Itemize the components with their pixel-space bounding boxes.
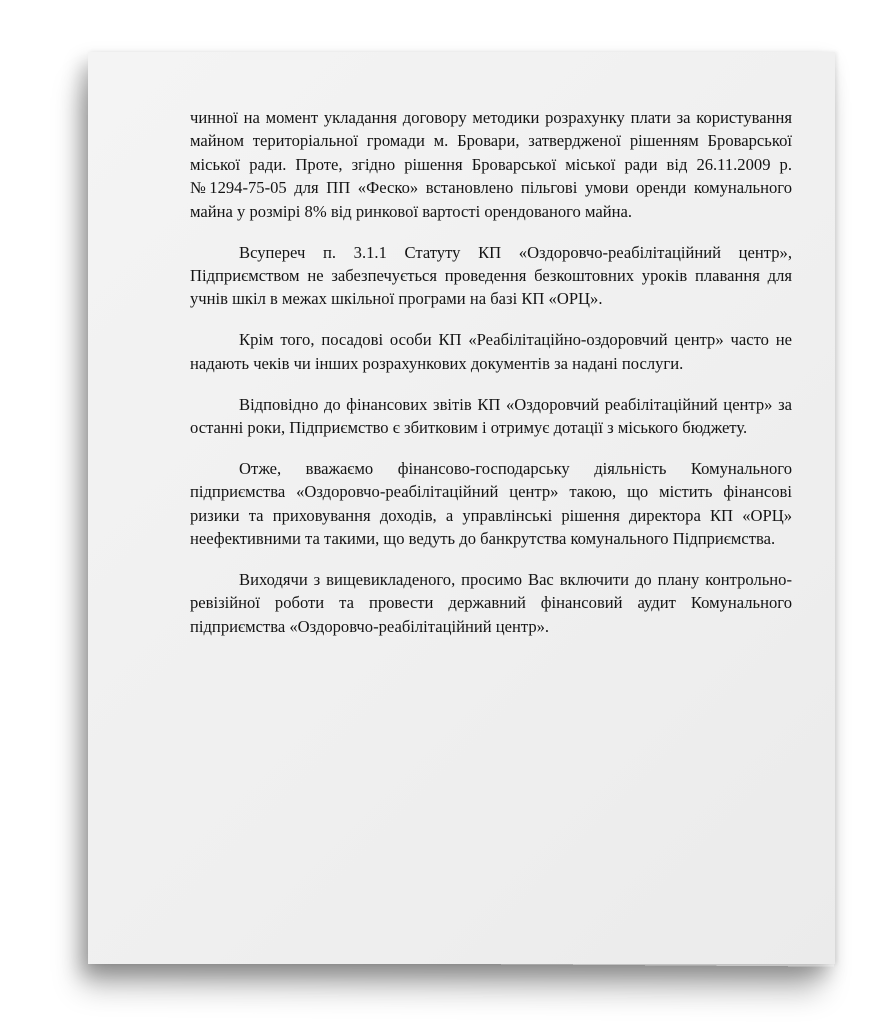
paragraph-3: Крім того, посадові особи КП «Реабілітаційно-оздоровчий центр» часто не надають чеків чи інших розрахункових документів за надані послуги. <box>190 330 792 373</box>
paragraph-1: чинної на момент укладання договору методики розрахунку плати за користування майном територіальної громади м. Бровари, затвердженої рішенням Броварської міської ради. Проте, згідно рішення Броварської міської ради від 26.11.2009 р. №1294-75-05 для ПП «Феско» встановлено пільгові умови оренди комунального майна у розмірі 8% від ринкової вартості орендованого майна. <box>190 108 792 221</box>
document-body <box>190 106 792 656</box>
paragraph-5: Отже, вважаємо фінансово-господарську діяльність Комунального підприємства «Оздоровчо-реабілітаційний центр» такою, що містить фінансові ризики та приховування доходів, а управлінські рішення директора КП «ОРЦ» неефективними та такими, що ведуть до банкрутства комунального Підприємства. <box>190 458 792 549</box>
paragraph-2: Всупереч п. 3.1.1 Статуту КП «Оздоровчо-реабілітаційний центр», Підприємством не забезпечується проведення безкоштовних уроків плавання для учнів шкіл в межах шкільної програми на базі КП «ОРЦ». <box>190 242 792 309</box>
paragraph-4: Відповідно до фінансових звітів КП «Оздоровчий реабілітаційний центр» за останні роки, Підприємство є збитковим і отримує дотації з міського бюджету. <box>190 394 792 437</box>
paragraph-6: Виходячи з вищевикладеного, просимо Вас включити до плану контрольно-ревізійної роботи та провести державний фінансовий аудит Комунального підприємства «Оздоровчо-реабілітаційний центр». <box>190 570 792 636</box>
document-page <box>88 52 835 964</box>
